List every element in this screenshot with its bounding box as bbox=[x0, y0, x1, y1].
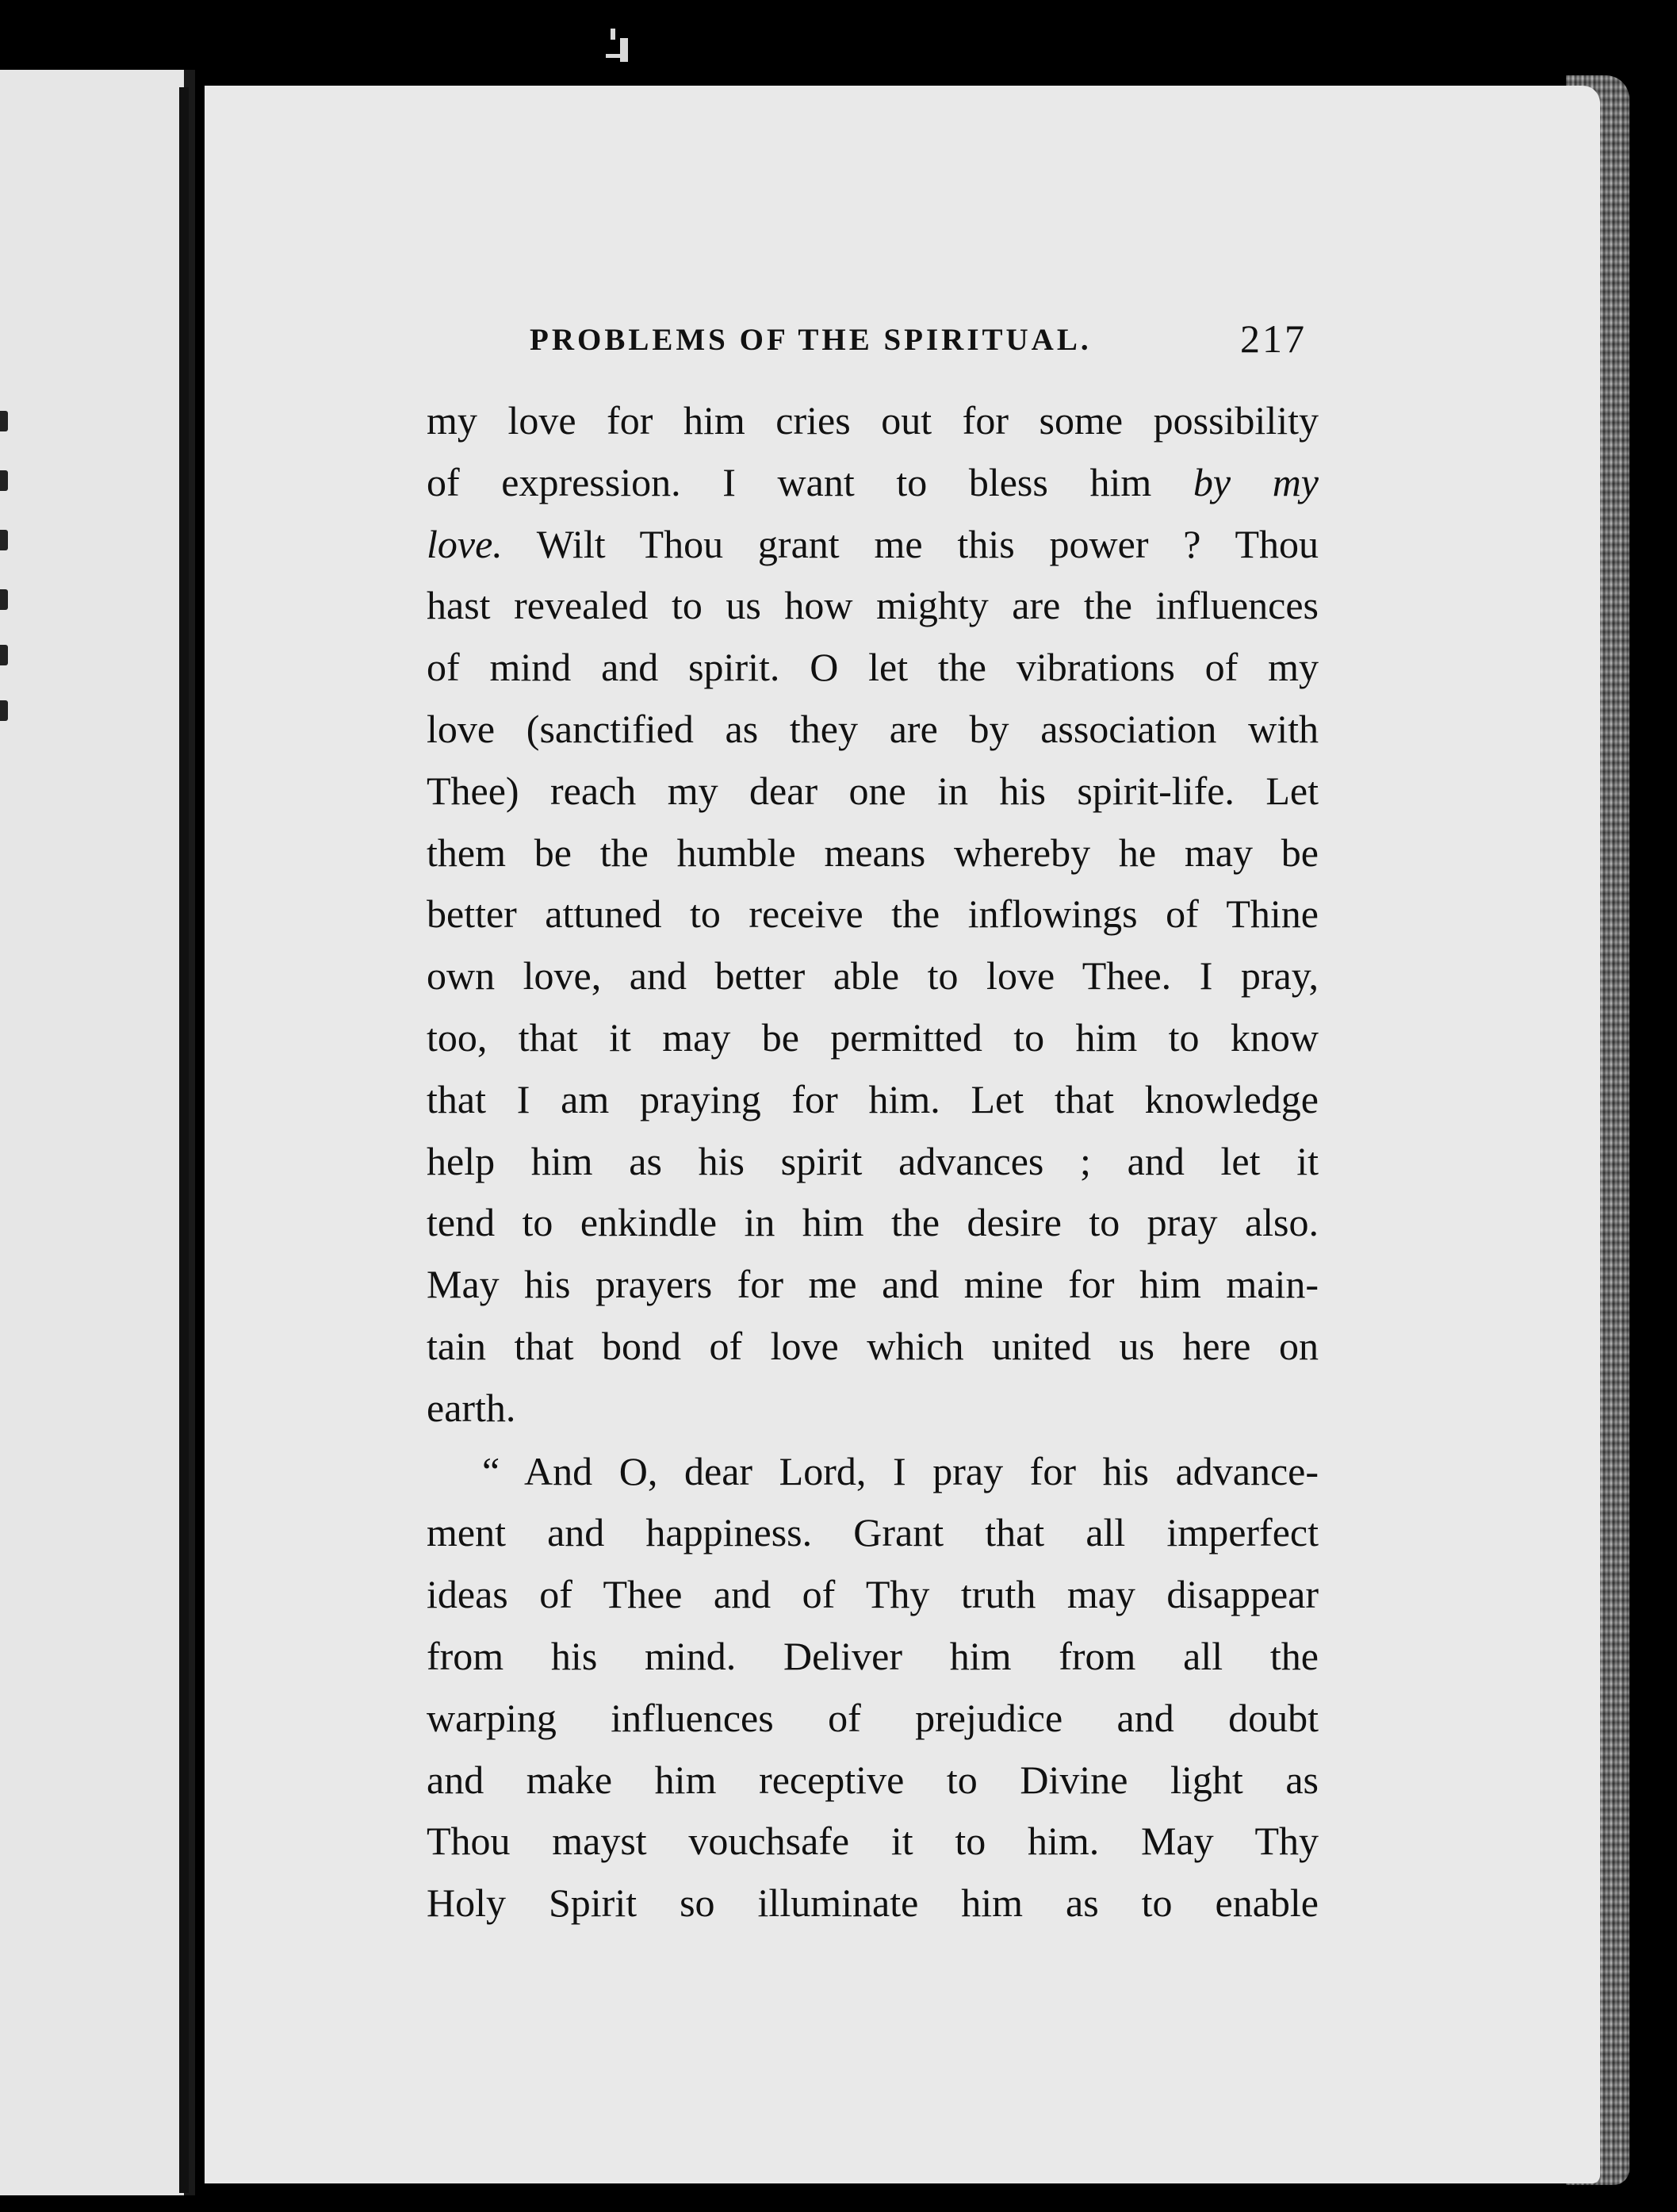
text-line: hast revealed to us how mighty are the influences bbox=[427, 583, 1319, 628]
left-page-text-fragment bbox=[0, 470, 8, 491]
text-line: from his mind. Deliver him from all the bbox=[427, 1633, 1319, 1678]
paragraph bbox=[427, 1441, 1319, 1934]
text-line: tain that bond of love which united us here on bbox=[427, 1323, 1319, 1368]
text-line: “ And O, dear Lord, I pray for his advance- bbox=[482, 1448, 1319, 1493]
text-line: Thou mayst vouchsafe it to him. May Thy bbox=[427, 1819, 1319, 1864]
left-page-text-fragment bbox=[0, 530, 8, 550]
page-number: 217 bbox=[1240, 316, 1307, 361]
text-line: help him as his spirit advances ; and let it bbox=[427, 1138, 1319, 1183]
left-page-text-fragment bbox=[0, 645, 8, 665]
page-body-text bbox=[427, 390, 1319, 1934]
text-line: earth. bbox=[427, 1385, 516, 1430]
text-line: and make him receptive to Divine light as bbox=[427, 1757, 1319, 1802]
left-page-text-fragment bbox=[0, 589, 8, 610]
text-line: my love for him cries out for some possibility bbox=[427, 398, 1319, 443]
left-page-edge bbox=[0, 70, 195, 2195]
text-line: of mind and spirit. O let the vibrations of my bbox=[427, 645, 1319, 690]
left-page-text-fragment bbox=[0, 700, 8, 721]
text-line: of expression. I want to bless him by my bbox=[427, 459, 1319, 504]
italic-emphasis: by my bbox=[1193, 459, 1319, 504]
text-line: warping influences of prejudice and doubt bbox=[427, 1695, 1319, 1740]
text-line: them be the humble means whereby he may be bbox=[427, 830, 1319, 875]
text-line: better attuned to receive the inflowings of Thine bbox=[427, 891, 1319, 937]
italic-emphasis: love. bbox=[427, 521, 503, 566]
text-line: ideas of Thee and of Thy truth may disappear bbox=[427, 1572, 1319, 1617]
text-line: Thee) reach my dear one in his spirit-life. Let bbox=[427, 768, 1319, 813]
text-line: love (sanctified as they are by association with bbox=[427, 706, 1319, 751]
text-line: love. Wilt Thou grant me this power ? Thou bbox=[427, 521, 1319, 566]
running-title: PROBLEMS OF THE SPIRITUAL. bbox=[530, 323, 1092, 357]
text-line: ment and happiness. Grant that all imperfect bbox=[427, 1510, 1319, 1555]
text-line: May his prayers for me and mine for him main- bbox=[427, 1262, 1319, 1307]
text-line: tend to enkindle in him the desire to pray also. bbox=[427, 1200, 1319, 1245]
left-page-text-fragment bbox=[0, 411, 8, 431]
paragraph bbox=[427, 390, 1319, 1440]
text-line: own love, and better able to love Thee. I pray, bbox=[427, 953, 1319, 999]
page-header bbox=[530, 316, 1307, 360]
scan-smudge bbox=[603, 22, 634, 70]
text-line: that I am praying for him. Let that knowledge bbox=[427, 1076, 1319, 1121]
text-line: too, that it may be permitted to him to know bbox=[427, 1014, 1319, 1060]
text-line: Holy Spirit so illuminate him as to enable bbox=[427, 1880, 1319, 1926]
book-gutter bbox=[179, 87, 189, 2193]
